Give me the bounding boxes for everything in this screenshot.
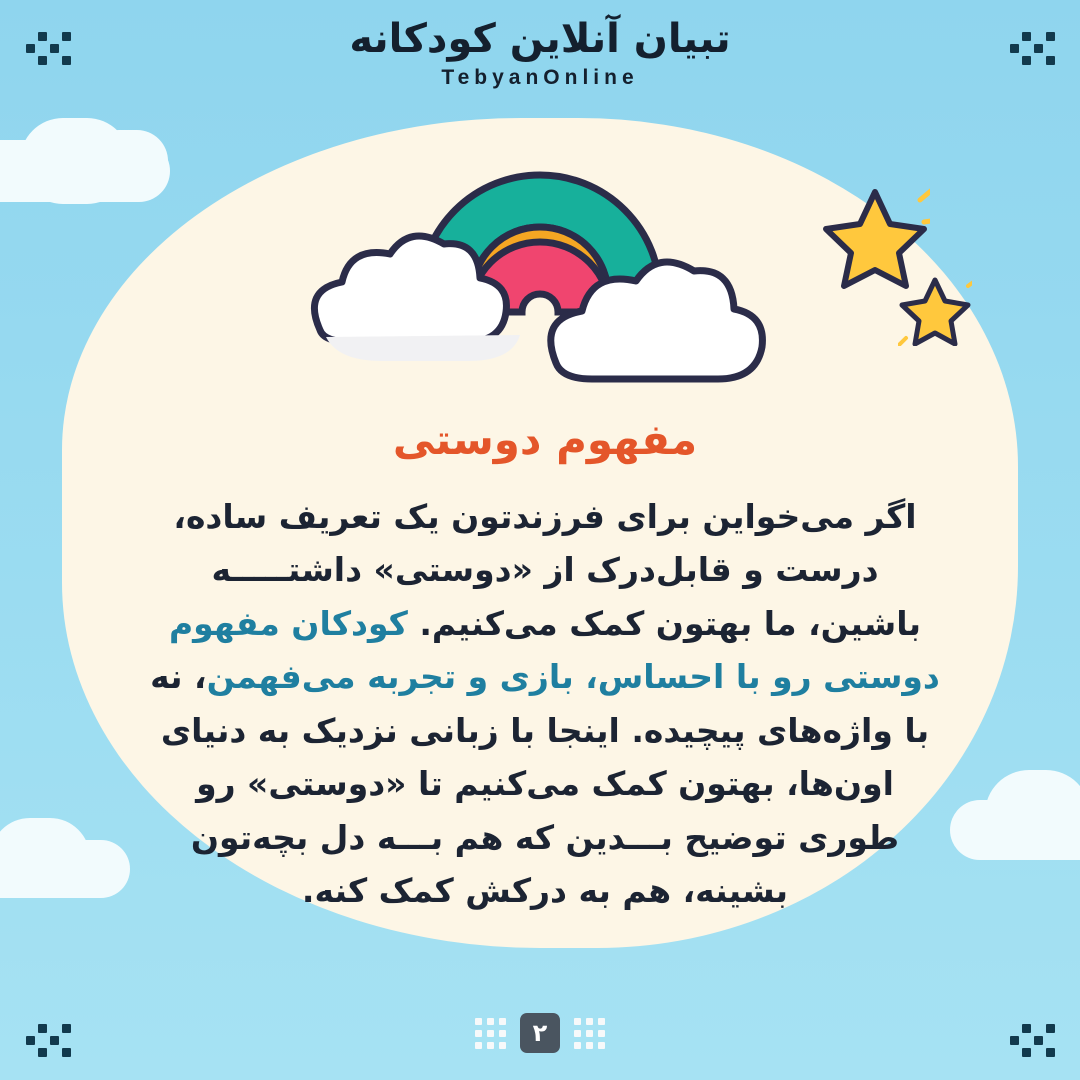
brand-logo[interactable]: [0, 16, 1080, 90]
card-paragraph: [150, 490, 940, 918]
pager-dots-right: [574, 1018, 605, 1049]
paragraph-highlight: کودکان مفهوم دوستی رو با احساس، بازی و تجربه می‌فهمن: [168, 603, 940, 697]
pager-dots-left: [475, 1018, 506, 1049]
pager: [0, 1010, 1080, 1056]
page-title: مفهوم دوستی: [392, 415, 698, 464]
brand-title-fa: تبیان آنلاین کودکانه: [349, 16, 731, 62]
rainbow-icon: [290, 105, 790, 405]
brand-title-en: TebyanOnline: [441, 66, 639, 89]
card-text-block: [150, 415, 940, 918]
page-number-badge[interactable]: ۲: [520, 1013, 560, 1053]
star-icon-small: [898, 272, 972, 350]
paragraph-part-2: ، نه با واژه‌های پیچیده. اینجا با زبانی نزدیک به دنیای اون‌ها، بهتون کمک می‌کنیم تا «دوستی» رو طوری توضیح بـــدین که هم بـــه دل بچه‌تون بشینه، هم به درکش کمک کنه.: [150, 657, 930, 911]
paragraph-part-1: اگر می‌خواین برای فرزندتون یک تعریف ساده، درست و قابل‌درک از «دوستی» داشتـــــه باشین، ما بهتون کمک می‌کنیم.: [173, 497, 922, 643]
